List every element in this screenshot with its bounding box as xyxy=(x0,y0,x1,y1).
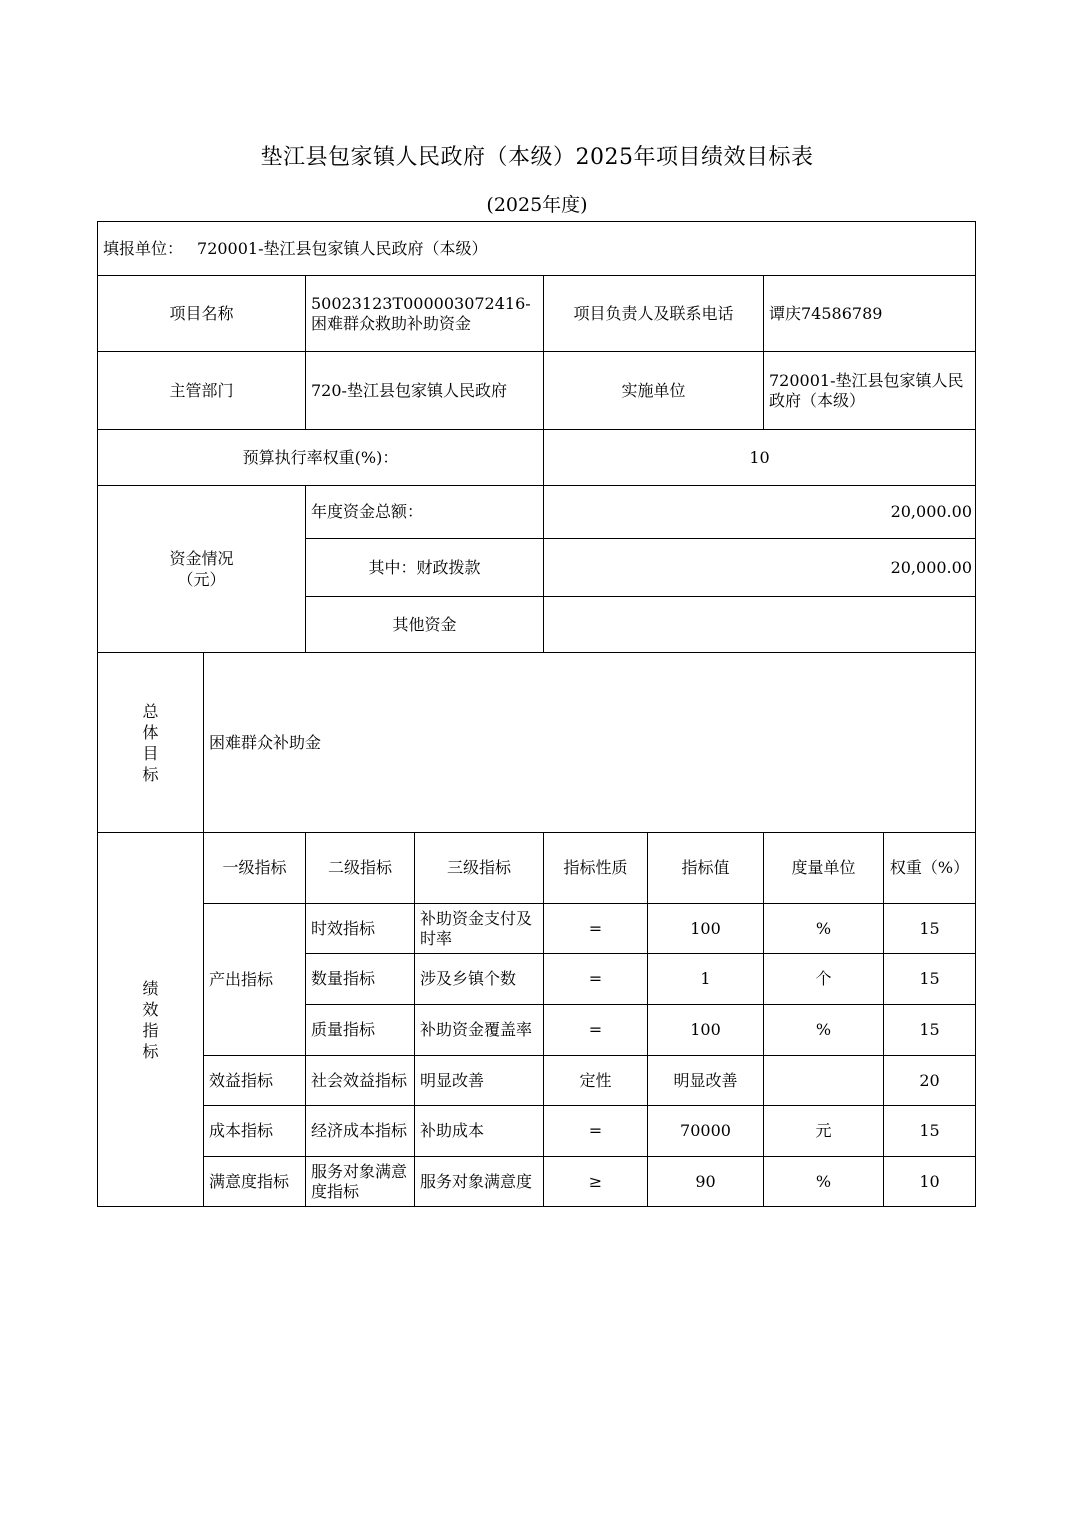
impl-unit-value: 720001-垫江县包家镇人民政府（本级） xyxy=(763,351,976,430)
performance-indicators-label: 绩 效 指 标 xyxy=(97,832,204,1207)
page-title: 垫江县包家镇人民政府（本级）2025年项目绩效目标表 xyxy=(260,145,814,170)
project-leader-label: 项目负责人及联系电话 xyxy=(543,275,764,352)
table-row-5-weight: 15 xyxy=(883,1105,976,1157)
other-funds-value xyxy=(543,596,976,653)
table-row-2-unit: 个 xyxy=(763,953,884,1005)
project-name-value: 50023123T000003072416-困难群众救助补助资金 xyxy=(305,275,544,352)
table-row-4-value: 明显改善 xyxy=(647,1055,764,1106)
annual-total-label: 年度资金总额： xyxy=(305,485,544,539)
fill-unit-value: 720001-垫江县包家镇人民政府（本级） xyxy=(197,238,488,258)
dept-label: 主管部门 xyxy=(97,351,306,430)
table-row-6-level3: 服务对象满意度 xyxy=(414,1156,544,1207)
table-row-5-unit: 元 xyxy=(763,1105,884,1157)
table-row-5-level2: 经济成本指标 xyxy=(305,1105,415,1157)
funds-label-line2: （元） xyxy=(177,570,226,589)
overall-goal-label: 总 体 目 标 xyxy=(97,652,204,833)
table-row-4-level2: 社会效益指标 xyxy=(305,1055,415,1106)
table-row-1-level2: 时效指标 xyxy=(305,903,415,954)
table-row-4-nature: 定性 xyxy=(543,1055,648,1106)
table-row-5-level3: 补助成本 xyxy=(414,1105,544,1157)
performance-target-table xyxy=(97,221,976,1207)
table-row-1-level3: 补助资金支付及时率 xyxy=(414,903,544,954)
budget-weight-value: 10 xyxy=(543,429,976,486)
funds-label xyxy=(97,485,306,653)
table-row-6-weight: 10 xyxy=(883,1156,976,1207)
table-row-3-weight: 15 xyxy=(883,1004,976,1056)
other-funds-label: 其他资金 xyxy=(305,596,544,653)
level1-satisfaction: 满意度指标 xyxy=(203,1156,306,1207)
header-level2: 二级指标 xyxy=(305,832,415,904)
table-row-1-unit: % xyxy=(763,903,884,954)
annual-total-value: 20,000.00 xyxy=(543,485,976,539)
dept-value: 720-垫江县包家镇人民政府 xyxy=(305,351,544,430)
header-weight: 权重（%） xyxy=(883,832,976,904)
funds-label-line1: 资金情况 xyxy=(169,549,234,568)
header-value: 指标值 xyxy=(647,832,764,904)
level1-output: 产出指标 xyxy=(203,903,306,1056)
project-leader-value: 谭庆74586789 xyxy=(763,275,976,352)
header-level1: 一级指标 xyxy=(203,832,306,904)
table-row-3-nature: = xyxy=(543,1004,648,1056)
table-row-6-unit: % xyxy=(763,1156,884,1207)
table-row-6-nature: ≥ xyxy=(543,1156,648,1207)
header-unit: 度量单位 xyxy=(763,832,884,904)
header-nature: 指标性质 xyxy=(543,832,648,904)
fiscal-allocation-value: 20,000.00 xyxy=(543,538,976,597)
table-row-4-weight: 20 xyxy=(883,1055,976,1106)
budget-weight-label: 预算执行率权重(%)： xyxy=(97,429,544,486)
table-row-3-value: 100 xyxy=(647,1004,764,1056)
table-row-3-level2: 质量指标 xyxy=(305,1004,415,1056)
table-row-2-level3: 涉及乡镇个数 xyxy=(414,953,544,1005)
overall-goal-value: 困难群众补助金 xyxy=(203,652,976,833)
table-row-6-value: 90 xyxy=(647,1156,764,1207)
table-row-1-weight: 15 xyxy=(883,903,976,954)
level1-cost: 成本指标 xyxy=(203,1105,306,1157)
table-row-4-unit xyxy=(763,1055,884,1106)
project-name-label: 项目名称 xyxy=(97,275,306,352)
fill-unit-label: 填报单位： xyxy=(103,238,184,258)
table-row-3-unit: % xyxy=(763,1004,884,1056)
table-row-2-level2: 数量指标 xyxy=(305,953,415,1005)
table-row-4-level3: 明显改善 xyxy=(414,1055,544,1106)
table-row-5-nature: = xyxy=(543,1105,648,1157)
table-row-6-level2: 服务对象满意度指标 xyxy=(305,1156,415,1207)
table-row-2-weight: 15 xyxy=(883,953,976,1005)
table-row-2-nature: = xyxy=(543,953,648,1005)
table-row-2-value: 1 xyxy=(647,953,764,1005)
page-subtitle: (2025年度) xyxy=(486,194,588,216)
table-row-1-value: 100 xyxy=(647,903,764,954)
fiscal-allocation-label: 其中：财政拨款 xyxy=(305,538,544,597)
impl-unit-label: 实施单位 xyxy=(543,351,764,430)
table-row-5-value: 70000 xyxy=(647,1105,764,1157)
level1-benefit: 效益指标 xyxy=(203,1055,306,1106)
table-row-1-nature: = xyxy=(543,903,648,954)
fill-unit-row xyxy=(97,221,976,276)
table-row-3-level3: 补助资金覆盖率 xyxy=(414,1004,544,1056)
header-level3: 三级指标 xyxy=(414,832,544,904)
